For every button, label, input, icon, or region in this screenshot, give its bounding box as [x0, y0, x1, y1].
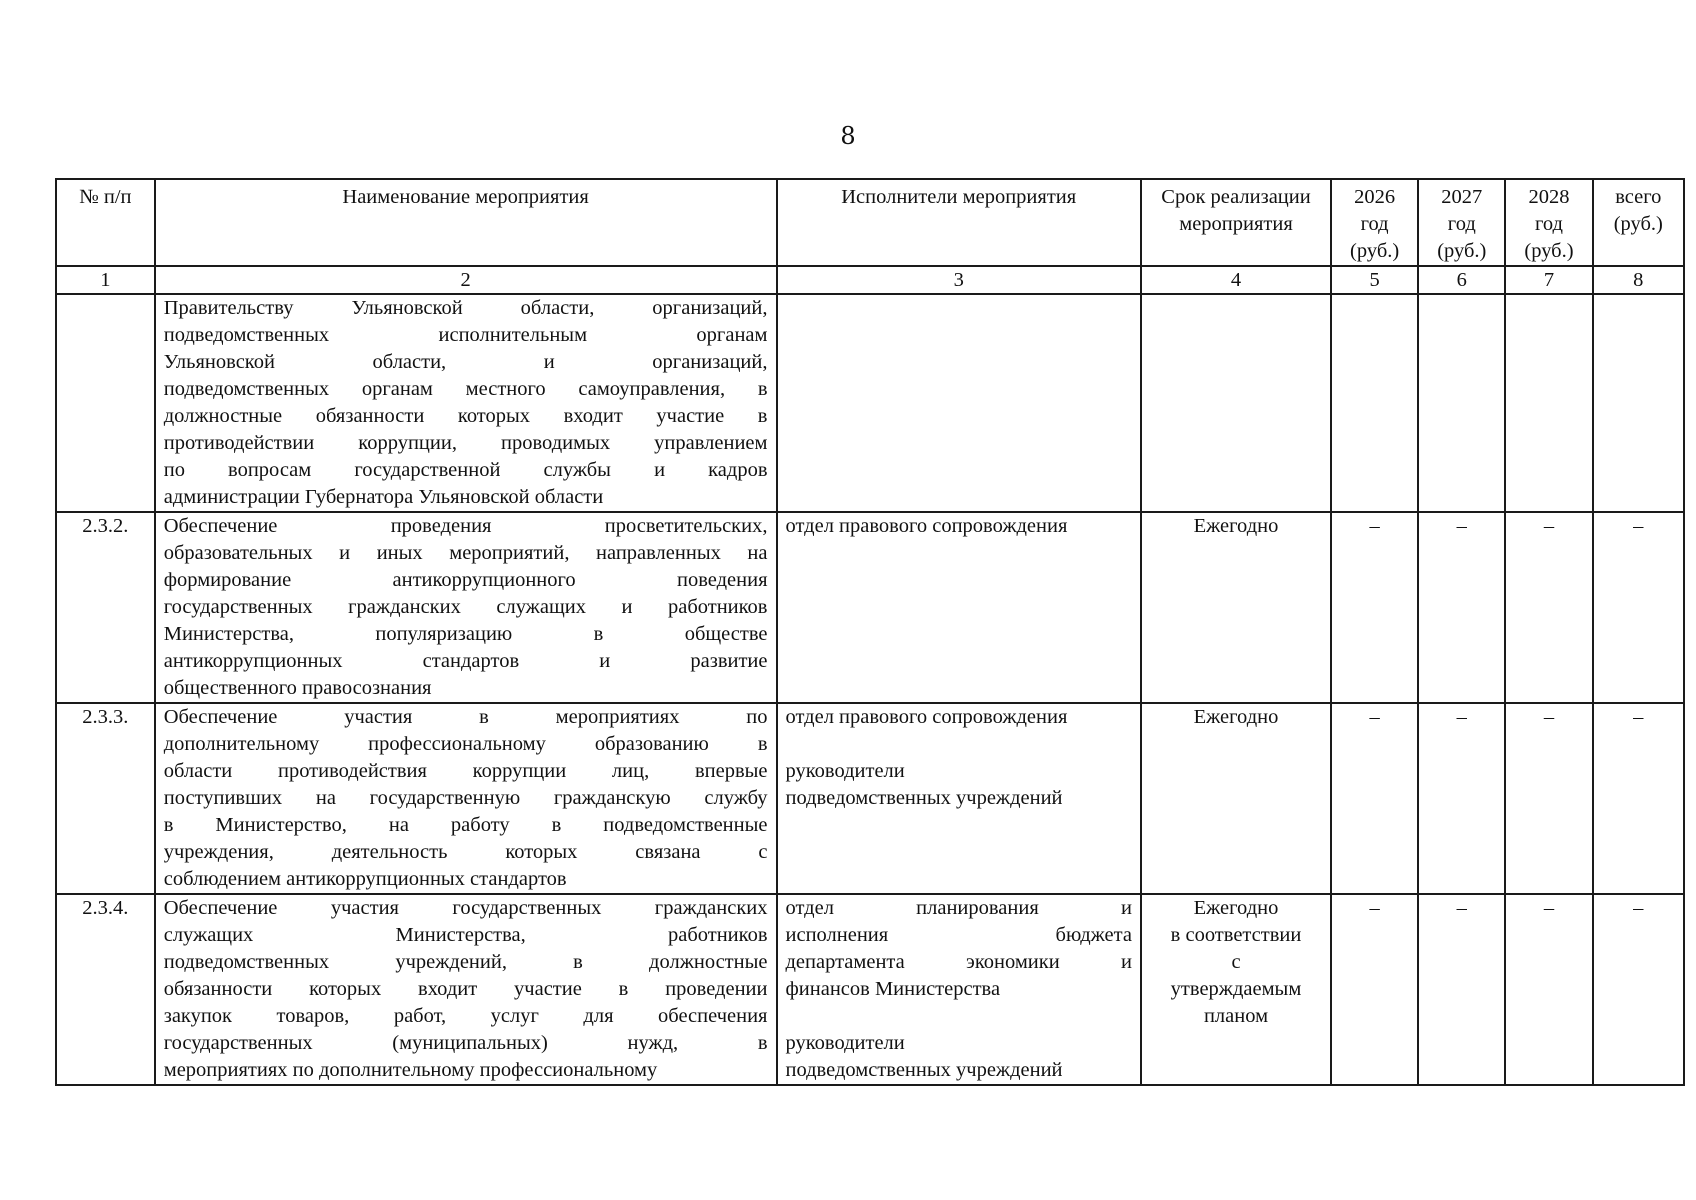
- executor-line: департамента экономики и: [785, 951, 1132, 973]
- header-executors: Исполнители мероприятия: [777, 179, 1141, 266]
- implementation-term: [1141, 294, 1331, 512]
- measure-name-line: подведомственных исполнительным органам: [163, 324, 768, 346]
- measure-name-line: администрации Губернатора Ульяновской области: [163, 486, 604, 508]
- measure-name-line: Министерства, популяризацию в обществе: [163, 623, 768, 645]
- term-line: в соответствии: [1170, 924, 1302, 946]
- executor-line: финансов Министерства: [785, 978, 1001, 1000]
- page-number: 8: [840, 122, 856, 150]
- implementation-term: [1141, 703, 1331, 894]
- measure-name-line: государственных гражданских служащих и работников: [163, 596, 768, 618]
- executor-line: исполнения бюджета: [785, 924, 1132, 946]
- measure-name-line: Обеспечение проведения просветительских,: [163, 515, 768, 537]
- funding-2026: –: [1331, 894, 1418, 1085]
- executor-line: отдел правового сопровождения: [785, 515, 1068, 537]
- funding-2027: –: [1418, 894, 1505, 1085]
- implementation-term: [1141, 894, 1331, 1085]
- table-row: [56, 512, 1684, 703]
- funding-2027: [1418, 294, 1505, 512]
- measure-name-line: противодействии коррупции, проводимых управлением: [163, 432, 768, 454]
- column-number: 6: [1418, 266, 1505, 294]
- row-number: 2.3.4.: [56, 894, 155, 1085]
- column-number: 4: [1141, 266, 1331, 294]
- header-term: Срок реализации мероприятия: [1141, 179, 1331, 266]
- header-total: всего (руб.): [1593, 179, 1684, 266]
- measure-executors: [777, 703, 1141, 894]
- measure-name-line: обязанности которых входит участие в проведении: [163, 978, 768, 1000]
- table-row: [56, 894, 1684, 1085]
- measure-name-line: подведомственных учреждений, в должностные: [163, 951, 768, 973]
- column-number: 8: [1593, 266, 1684, 294]
- measure-name: [155, 512, 777, 703]
- header-2028: 2028 год (руб.): [1505, 179, 1592, 266]
- column-number: 7: [1505, 266, 1592, 294]
- measure-name-line: Обеспечение участия государственных гражданских: [163, 897, 768, 919]
- header-row: [56, 179, 1684, 266]
- funding-total: –: [1593, 894, 1684, 1085]
- term-line: Ежегодно: [1193, 515, 1279, 537]
- executor-line: подведомственных учреждений: [785, 787, 1063, 809]
- funding-2026: [1331, 294, 1418, 512]
- measure-name-line: Обеспечение участия в мероприятиях по: [163, 706, 768, 728]
- measure-executors: [777, 294, 1141, 512]
- term-line: Ежегодно: [1193, 897, 1279, 919]
- executor-line: руководители: [785, 760, 905, 782]
- measure-name-line: образовательных и иных мероприятий, направленных на: [163, 542, 768, 564]
- column-numbers-row: [56, 266, 1684, 294]
- measures-table: [55, 178, 1685, 1086]
- header-2027: 2027 год (руб.): [1418, 179, 1505, 266]
- funding-2027: –: [1418, 512, 1505, 703]
- header-num: № п/п: [56, 179, 155, 266]
- measure-name-line: по вопросам государственной службы и кадров: [163, 459, 768, 481]
- measure-name-line: поступивших на государственную гражданскую службу: [163, 787, 768, 809]
- measure-executors: [777, 512, 1141, 703]
- term-line: планом: [1203, 1005, 1269, 1027]
- funding-2028: [1505, 294, 1592, 512]
- funding-2028: –: [1505, 703, 1592, 894]
- measure-name-line: дополнительному профессиональному образованию в: [163, 733, 768, 755]
- executor-line: отдел планирования и: [785, 897, 1132, 919]
- header-name: Наименование мероприятия: [155, 179, 777, 266]
- header-2026: 2026 год (руб.): [1331, 179, 1418, 266]
- measure-name-line: учреждения, деятельность которых связана с: [163, 841, 768, 863]
- table-row: [56, 703, 1684, 894]
- measure-name-line: Ульяновской области, и организаций,: [163, 351, 768, 373]
- term-line: с: [1231, 951, 1241, 973]
- funding-2026: –: [1331, 703, 1418, 894]
- measure-name-line: мероприятиях по дополнительному профессиональному: [163, 1059, 658, 1081]
- term-line: утверждаемым: [1170, 978, 1302, 1000]
- executor-line: руководители: [785, 1032, 905, 1054]
- executor-line: отдел правового сопровождения: [785, 706, 1068, 728]
- table-row: [56, 294, 1684, 512]
- funding-2028: –: [1505, 512, 1592, 703]
- line-gap: [786, 731, 1132, 758]
- funding-2026: –: [1331, 512, 1418, 703]
- measure-name-line: закупок товаров, работ, услуг для обеспечения: [163, 1005, 768, 1027]
- measure-name-line: служащих Министерства, работников: [163, 924, 768, 946]
- column-number: 2: [155, 266, 777, 294]
- measure-name-line: Правительству Ульяновской области, организаций,: [163, 297, 768, 319]
- funding-total: –: [1593, 703, 1684, 894]
- measure-executors: [777, 894, 1141, 1085]
- measure-name-line: государственных (муниципальных) нужд, в: [163, 1032, 768, 1054]
- column-number: 3: [777, 266, 1141, 294]
- funding-2027: –: [1418, 703, 1505, 894]
- measure-name-line: формирование антикоррупционного поведения: [163, 569, 768, 591]
- measure-name-line: соблюдением антикоррупционных стандартов: [163, 868, 567, 890]
- measure-name: [155, 894, 777, 1085]
- line-gap: [786, 1003, 1132, 1030]
- measure-name-line: области противодействия коррупции лиц, впервые: [163, 760, 768, 782]
- funding-total: [1593, 294, 1684, 512]
- executor-line: подведомственных учреждений: [785, 1059, 1063, 1081]
- implementation-term: [1141, 512, 1331, 703]
- measure-name-line: общественного правосознания: [163, 677, 432, 699]
- measure-name-line: в Министерство, на работу в подведомственные: [163, 814, 768, 836]
- measure-name: [155, 703, 777, 894]
- column-number: 1: [56, 266, 155, 294]
- measure-name-line: должностные обязанности которых входит участие в: [163, 405, 768, 427]
- measure-name: [155, 294, 777, 512]
- row-number: [56, 294, 155, 512]
- measure-name-line: антикоррупционных стандартов и развитие: [163, 650, 768, 672]
- row-number: 2.3.3.: [56, 703, 155, 894]
- funding-2028: –: [1505, 894, 1592, 1085]
- funding-total: –: [1593, 512, 1684, 703]
- measure-name-line: подведомственных органам местного самоуправления, в: [163, 378, 768, 400]
- column-number: 5: [1331, 266, 1418, 294]
- row-number: 2.3.2.: [56, 512, 155, 703]
- term-line: Ежегодно: [1193, 706, 1279, 728]
